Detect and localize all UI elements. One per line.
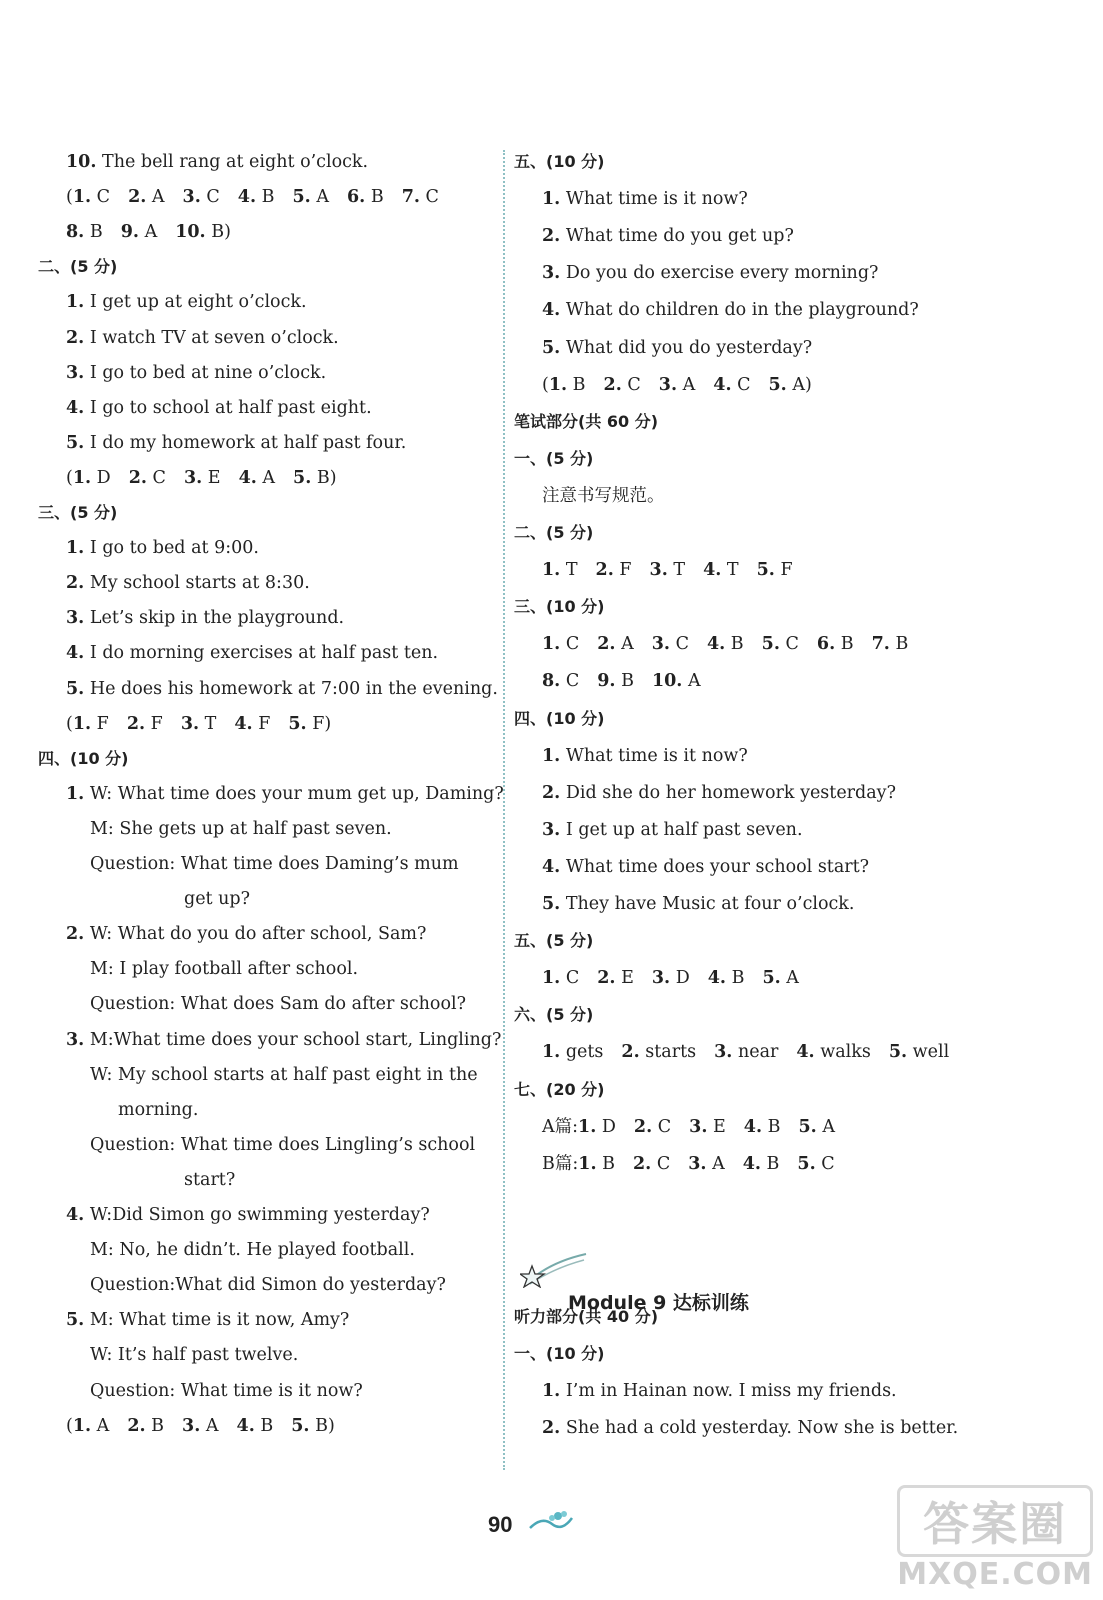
answer-line [66, 1414, 353, 1438]
answer-item: 3. T [649, 560, 686, 581]
answer-item: 4. B [237, 187, 275, 208]
answer-item: 9. B [597, 671, 634, 692]
answer-line [66, 466, 355, 490]
numbered-line: 3. Let’s skip in the playground. [66, 608, 345, 629]
text-line: start? [184, 1169, 236, 1190]
answer-item: 4. F [234, 713, 271, 734]
answer-item: 3. A [688, 1153, 725, 1174]
answer-item: 4. A [238, 467, 276, 488]
answer-item: 2. C [633, 1116, 672, 1137]
answer-line [542, 632, 926, 656]
answer-item: 4. B [743, 1116, 781, 1137]
text-line: Question: What does Sam do after school? [90, 994, 466, 1015]
answer-item: 6. B [816, 634, 854, 655]
answer-item: 1. D [72, 467, 111, 488]
answer-item: 4. B [236, 1415, 274, 1436]
answer-item: 6. B [346, 187, 384, 208]
answer-line [66, 712, 349, 736]
section-heading: 二、(5 分) [38, 257, 118, 277]
answer-line [542, 373, 830, 397]
text-line: M: No, he didn’t. He played football. [90, 1240, 415, 1261]
watermark: 答案圈 MXQE.COM [897, 1485, 1093, 1592]
numbered-line: 5. I do my homework at half past four. [66, 432, 407, 453]
section-heading: 五、(10 分) [514, 152, 605, 171]
numbered-line: 1. What time is it now? [542, 189, 748, 210]
text-line: W: It’s half past twelve. [90, 1345, 299, 1366]
numbered-line: 5. What did you do yesterday? [542, 337, 813, 358]
answer-item: 5. B) [291, 1415, 335, 1436]
numbered-line: 3. I get up at half past seven. [542, 819, 803, 840]
text-line: M: I play football after school. [90, 959, 359, 980]
text-line: Question:What did Simon do yesterday? [90, 1275, 446, 1296]
page-number: 90 [488, 1512, 513, 1537]
section-heading: 七、(20 分) [514, 1079, 605, 1099]
text-line: Question: What time does Daming’s mum [90, 854, 459, 874]
numbered-line: 4. I do morning exercises at half past ten. [66, 643, 439, 664]
answer-prefix: ( [66, 187, 73, 208]
numbered-line: 1. I go to bed at 9:00. [66, 538, 259, 559]
answer-line [542, 1115, 853, 1139]
answer-prefix: A篇: [542, 1116, 579, 1137]
text-line: Question: What time does Lingling’s school [90, 1134, 476, 1155]
text-line: Question: What time is it now? [90, 1380, 363, 1401]
answer-item: 1. gets [542, 1042, 604, 1063]
numbered-line: 2. I watch TV at seven o’clock. [66, 327, 339, 348]
numbered-line: 3. I go to bed at nine o’clock. [66, 362, 327, 383]
numbered-line: 2. Did she do her homework yesterday? [542, 782, 896, 803]
text-line: morning. [118, 1099, 199, 1120]
answer-item: 4. T [703, 560, 739, 581]
answer-prefix: ( [66, 713, 73, 734]
section-heading: 四、(10 分) [38, 748, 129, 768]
answer-item: 3. A [658, 374, 696, 395]
answer-prefix: B篇: [542, 1153, 579, 1174]
answer-line [542, 966, 817, 990]
numbered-line: 3. M:What time does your school start, Lingling? [66, 1029, 502, 1050]
answer-item: 10. B) [175, 222, 231, 243]
answer-item: 1. B [548, 374, 586, 395]
answer-item: 2. A [597, 634, 634, 655]
answer-item: 1. C [72, 187, 111, 208]
answer-item: 2. C [603, 374, 641, 395]
answer-item: 3. A [182, 1415, 219, 1436]
answer-item: 9. A [120, 222, 158, 243]
answer-prefix: ( [66, 1415, 73, 1436]
answer-item: 2. A [128, 187, 165, 208]
answer-item: 5. F [756, 560, 793, 581]
section-heading: 三、(5 分) [38, 503, 118, 522]
answer-item: 3. near [714, 1042, 779, 1063]
answer-item: 3. T [180, 713, 217, 734]
numbered-line: 2. What time do you get up? [542, 226, 794, 247]
answer-item: 5. A) [768, 374, 812, 395]
answer-item: 2. E [597, 968, 634, 989]
numbered-line: 5. M: What time is it now, Amy? [66, 1310, 350, 1331]
section-heading: 一、(10 分) [514, 1344, 605, 1364]
answer-item: 2. F [595, 560, 632, 581]
section-heading: 五、(5 分) [514, 931, 594, 951]
section-heading: 二、(5 分) [514, 523, 594, 542]
column-divider [503, 150, 505, 1470]
text-line: 注意书写规范。 [542, 485, 665, 506]
answer-line [542, 1040, 967, 1064]
answer-item: 7. C [401, 187, 439, 208]
answer-item: 4. walks [796, 1042, 871, 1063]
answer-line [66, 220, 249, 244]
answer-item: 2. B [127, 1415, 165, 1436]
flower-decoration-icon [528, 1508, 574, 1534]
text-line: M: She gets up at half past seven. [90, 818, 392, 839]
section-heading: 四、(10 分) [514, 708, 605, 728]
answer-item: 3. C [182, 187, 220, 208]
answer-item: 5. well [888, 1042, 950, 1063]
section-heading: 六、(5 分) [514, 1005, 594, 1025]
answer-item: 1. A [72, 1415, 110, 1436]
numbered-line: 3. Do you do exercise every morning? [542, 263, 879, 284]
answer-item: 1. F [72, 713, 109, 734]
answer-item: 8. B [66, 222, 103, 243]
section-heading: 三、(10 分) [514, 597, 605, 617]
numbered-line: 4. What time does your school start? [542, 856, 870, 877]
numbered-line: 4. W:Did Simon go swimming yesterday? [66, 1205, 430, 1225]
answer-item: 4. B [707, 968, 745, 989]
answer-item: 8. C [542, 671, 580, 692]
answer-line [542, 558, 811, 582]
answer-item: 2. starts [621, 1042, 697, 1063]
numbered-line: 1. I get up at eight o’clock. [66, 292, 307, 313]
answer-line [542, 1152, 853, 1176]
answer-item: 10. A [651, 671, 701, 692]
numbered-line: 2. W: What do you do after school, Sam? [66, 924, 427, 945]
numbered-line: 1. W: What time does your mum get up, Daming? [66, 783, 504, 804]
answer-item: 5. A [762, 968, 799, 989]
numbered-line: 2. My school starts at 8:30. [66, 573, 310, 594]
text-line: get up? [184, 889, 251, 910]
section-heading: 听力部分(共 40 分) [514, 1307, 659, 1326]
answer-item: 5. B) [293, 467, 337, 488]
answer-item: 1. C [542, 634, 580, 655]
answer-item: 1. B [578, 1153, 615, 1174]
answer-item: 3. E [689, 1116, 726, 1137]
answer-item: 3. E [183, 467, 221, 488]
module-title: Module 9 达标训练 [568, 1292, 749, 1314]
answer-item: 4. B [742, 1153, 780, 1174]
answer-item: 5. C [797, 1153, 835, 1174]
numbered-line: 1. What time is it now? [542, 745, 748, 766]
answer-item: 3. D [651, 968, 690, 989]
answer-item: 3. C [651, 634, 689, 655]
answer-item: 5. A [798, 1116, 835, 1137]
answer-item: 4. B [706, 634, 744, 655]
answer-item: 5. A [292, 187, 329, 208]
answer-item: 1. T [542, 560, 578, 581]
numbered-line: 1. I’m in Hainan now. I miss my friends. [542, 1381, 897, 1402]
answer-item: 5. C [761, 634, 799, 655]
answer-item: 1. D [578, 1116, 616, 1137]
answer-prefix: ( [66, 467, 73, 488]
numbered-line: 2. She had a cold yesterday. Now she is better. [542, 1418, 959, 1439]
answer-item: 1. C [542, 968, 580, 989]
section-heading: 一、(5 分) [514, 448, 594, 468]
numbered-line: 10. The bell rang at eight o’clock. [66, 152, 369, 172]
answer-item: 2. C [632, 1153, 671, 1174]
section-heading: 笔试部分(共 60 分) [514, 411, 659, 431]
answer-item: 2. C [128, 467, 166, 488]
answer-item: 4. C [713, 374, 751, 395]
answer-item: 5. F) [288, 713, 332, 734]
answer-line [542, 669, 719, 693]
answer-item: 7. B [871, 634, 909, 655]
numbered-line: 4. I go to school at half past eight. [66, 397, 372, 418]
shooting-star-icon [520, 1252, 590, 1288]
numbered-line: 4. What do children do in the playground? [542, 300, 919, 321]
numbered-line: 5. They have Music at four o’clock. [542, 894, 855, 914]
numbered-line: 5. He does his homework at 7:00 in the evening. [66, 678, 498, 699]
answer-line [66, 185, 457, 209]
answer-prefix: ( [542, 374, 549, 395]
answer-item: 2. F [126, 713, 163, 734]
text-line: W: My school starts at half past eight in the [90, 1064, 478, 1085]
